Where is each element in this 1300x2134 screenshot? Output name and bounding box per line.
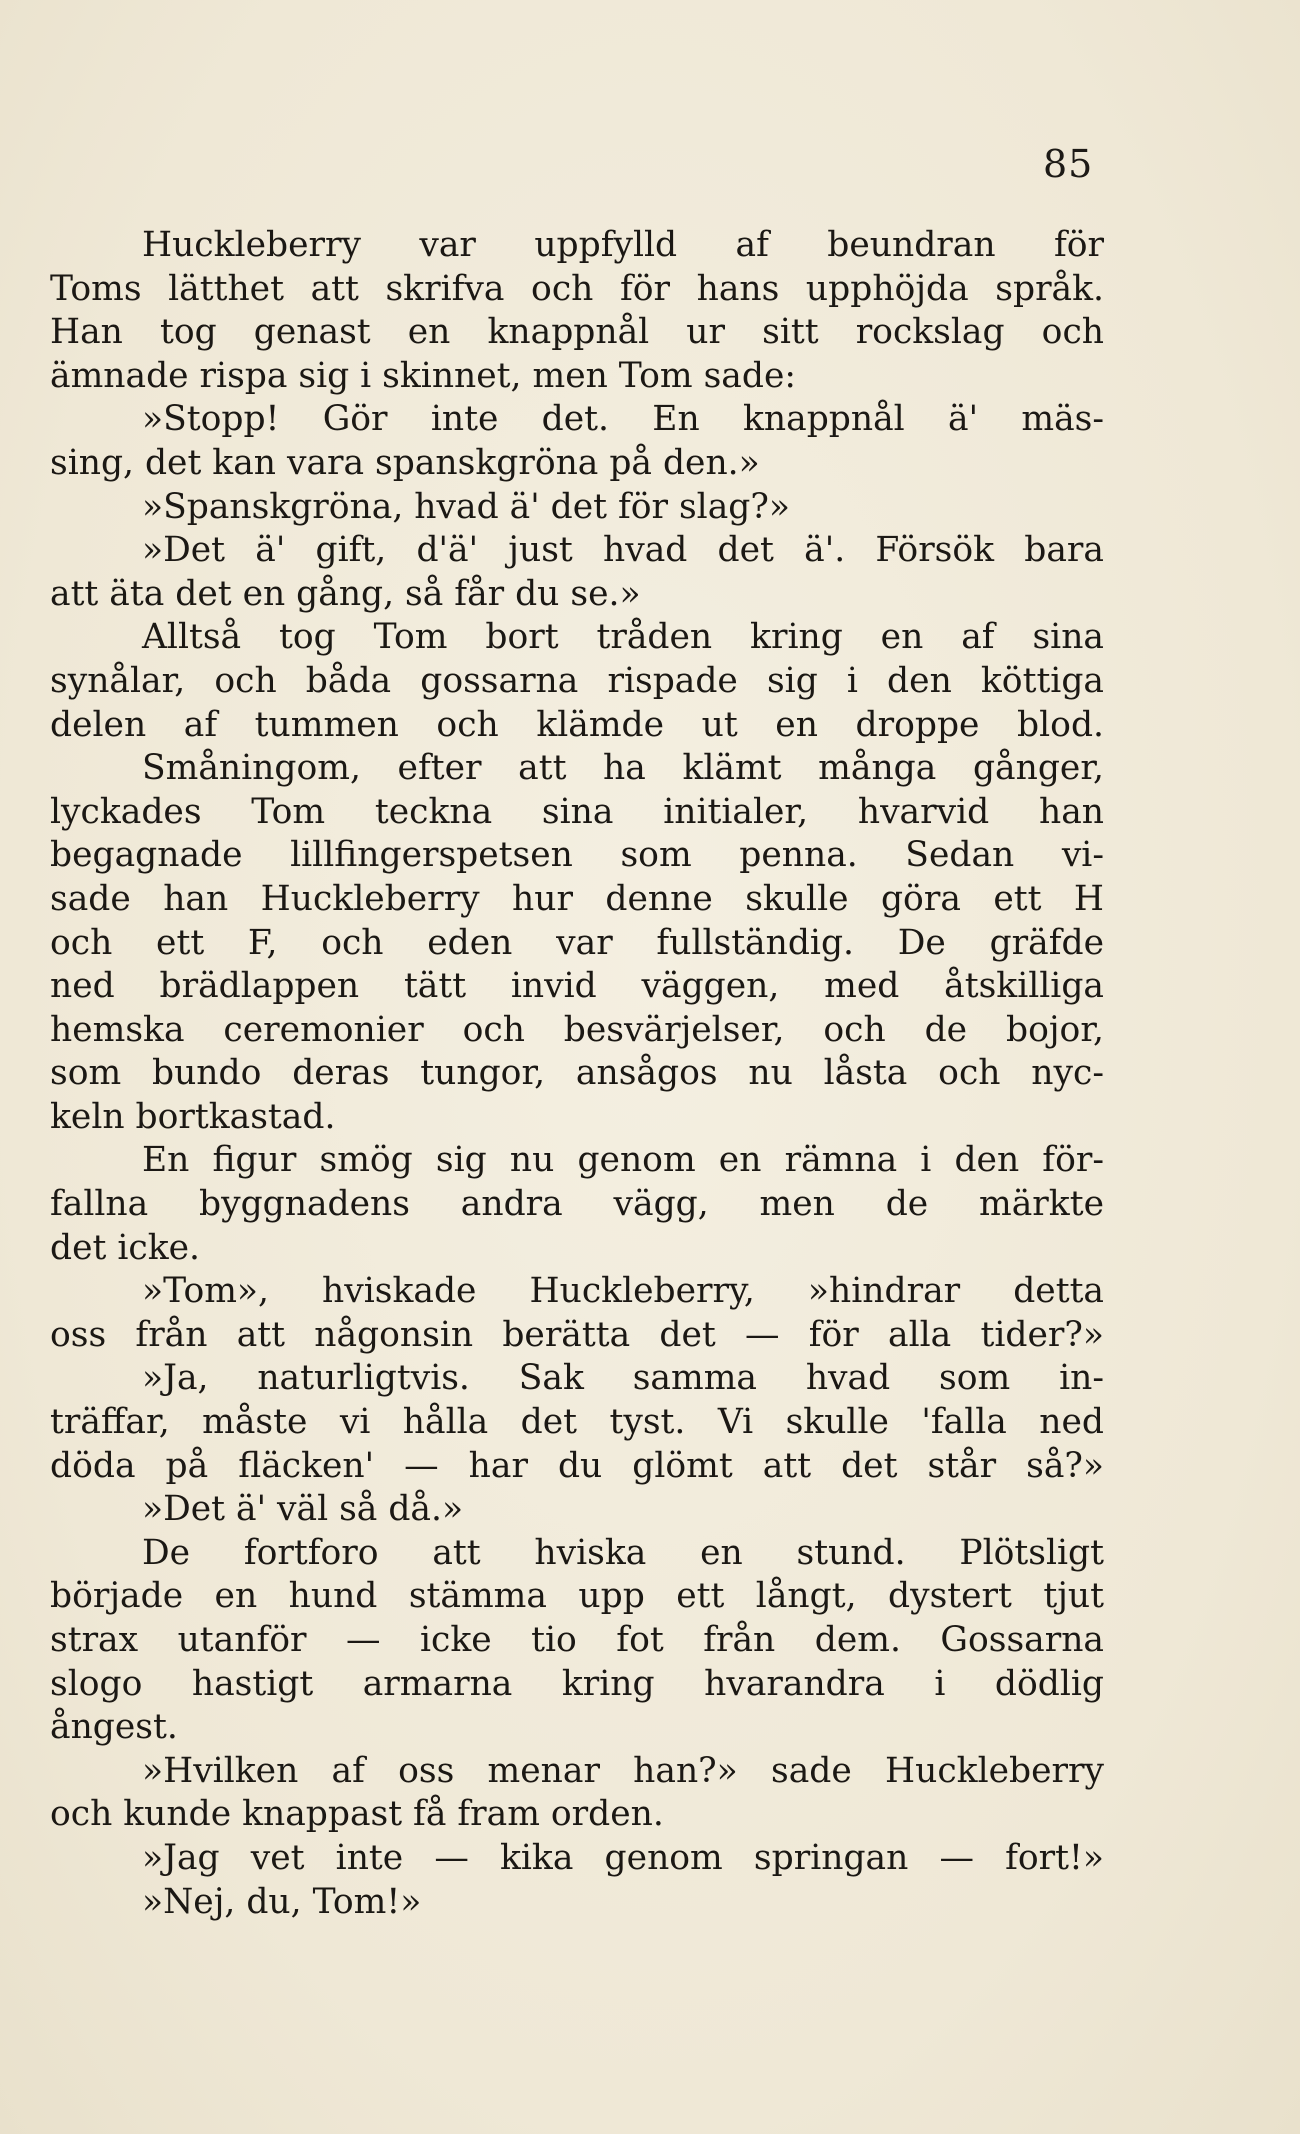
text-line: och kunde knappast få fram orden. — [50, 1794, 664, 1835]
text-line: ångest. — [50, 1707, 178, 1748]
text-line: delen af tummen och klämde ut en droppe blod. — [50, 704, 1104, 745]
text-line: började en hund stämma upp ett långt, dystert tjut — [50, 1576, 1104, 1617]
text-line: synålar, och båda gossarna rispade sig i den köttiga — [50, 660, 1104, 701]
text-line: Han tog genast en knappnål ur sitt rockslag och — [50, 312, 1104, 353]
text-line: keln bortkastad. — [50, 1096, 336, 1137]
text-line: Huckleberry var uppfylld af beundran för — [142, 225, 1104, 265]
text-line: begagnade lillfingerspetsen som penna. Sedan vi- — [50, 835, 1104, 876]
text-line: slogo hastigt armarna kring hvarandra i dödlig — [50, 1663, 1104, 1704]
text-line: fallna byggnadens andra vägg, men de märkte — [50, 1184, 1104, 1225]
text-line: oss från att någonsin berätta det — för alla tider?» — [50, 1314, 1104, 1355]
text-line: det icke. — [50, 1227, 200, 1268]
text-line: strax utanför — icke tio fot från dem. Gossarna — [50, 1620, 1104, 1660]
text-line: sade han Huckleberry hur denne skulle göra ett H — [50, 878, 1104, 919]
text-line: sing, det kan vara spanskgröna på den.» — [50, 442, 760, 483]
text-line: som bundo deras tungor, ansågos nu låsta och nyc- — [50, 1053, 1104, 1094]
text-line: »Nej, du, Tom!» — [142, 1881, 422, 1922]
text-line: hemska ceremonier och besvärjelser, och de bojor, — [50, 1009, 1104, 1050]
text-line: träffar, måste vi hålla det tyst. Vi skulle 'falla ned — [50, 1402, 1104, 1443]
page-number: 85 — [1043, 142, 1094, 186]
text-line: »Spanskgröna, hvad ä' det för slag?» — [142, 486, 790, 527]
text-line: »Jag vet inte — kika genom springan — fort!» — [142, 1837, 1104, 1878]
text-line: döda på fläcken' — har du glömt att det står så?» — [50, 1445, 1104, 1486]
text-line: »Det ä' väl så då.» — [142, 1489, 464, 1530]
text-line: De fortforo att hviska en stund. Plötsligt — [142, 1532, 1104, 1573]
text-line: »Det ä' gift, d'ä' just hvad det ä'. Försök bara — [142, 530, 1104, 571]
text-line: lyckades Tom teckna sina initialer, hvarvid han — [50, 791, 1104, 832]
text-line: och ett F, och eden var fullständig. De gräfde — [50, 922, 1104, 963]
text-line: Toms lätthet att skrifva och för hans upphöjda språk. — [50, 268, 1104, 309]
text-line: En figur smög sig nu genom en rämna i den för- — [142, 1140, 1104, 1181]
text-line: ämnade rispa sig i skinnet, men Tom sade: — [50, 355, 796, 396]
text-line: »Tom», hviskade Huckleberry, »hindrar detta — [142, 1271, 1104, 1312]
text-line: att äta det en gång, så får du se.» — [50, 573, 641, 614]
text-line: »Stopp! Gör inte det. En knappnål ä' mäs- — [142, 399, 1104, 440]
text-line: »Ja, naturligtvis. Sak samma hvad som in- — [142, 1358, 1104, 1399]
text-line: Alltså tog Tom bort tråden kring en af sina — [142, 617, 1104, 658]
text-line: »Hvilken af oss menar han?» sade Huckleberry — [142, 1750, 1104, 1791]
text-line: Småningom, efter att ha klämt många gånger, — [142, 748, 1104, 789]
body-text — [50, 224, 1104, 1924]
text-line: ned brädlappen tätt invid väggen, med åtskilliga — [50, 966, 1104, 1007]
